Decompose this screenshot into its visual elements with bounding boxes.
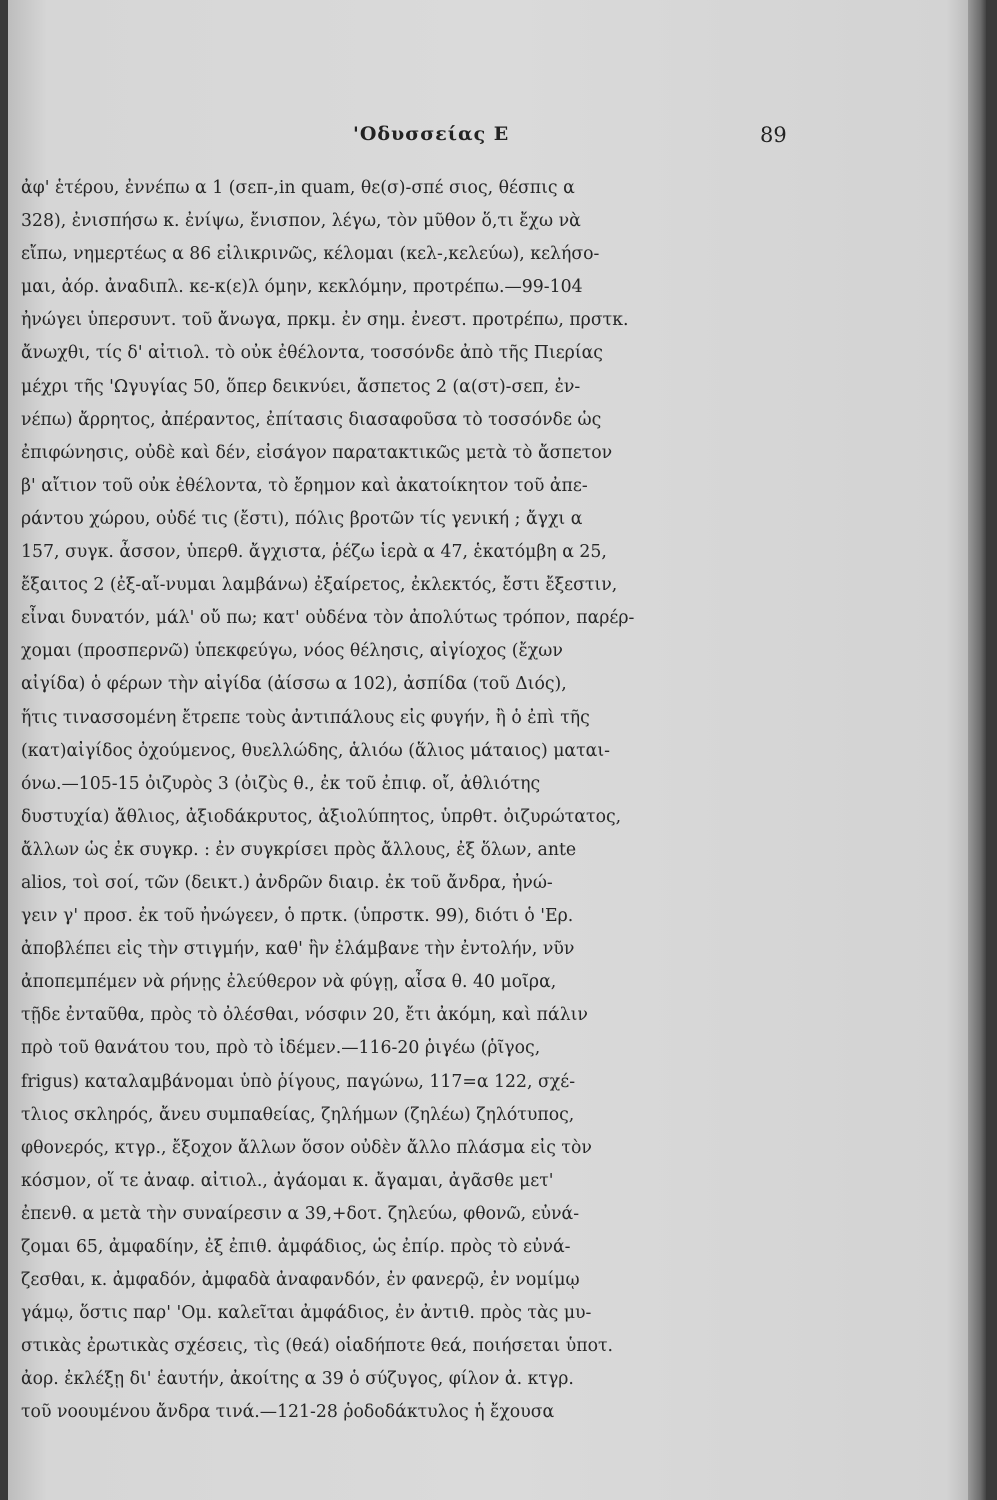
text-line: ἄλλων ὡς ἐκ συγκρ. : ἐν συγκρίσει πρὸς ἄλλους, ἐξ ὅλων, ante (21, 839, 577, 860)
text-line: όνω.—105-15 ὀιζυρὸς 3 (ὀιζὺς θ., ἐκ τοῦ ἐπιφ. οἴ, ἀθλιότης (21, 773, 541, 794)
text-line: 328), ἐνισπήσω κ. ἐνίψω, ἔνισπον, λέγω, τὸν μῦθον ὅ,τι ἔχω νὰ (21, 211, 581, 232)
commentary-text (21, 172, 811, 1430)
text-line: ἀποβλέπει εἰς τὴν στιγμήν, καθ' ἣν ἐλάμβανε τὴν ἐντολήν, νῦν (21, 939, 575, 960)
text-line: ἠνώγει ὑπερσυντ. τοῦ ἄνωγα, πρκμ. ἐν σημ. ἐνεστ. προτρέπω, πρστκ. (21, 310, 629, 331)
text-line: τλιος σκληρός, ἄνευ συμπαθείας, ζηλήμων (ζηλέω) ζηλότυπος, (21, 1104, 575, 1125)
page-number: 89 (760, 123, 787, 147)
text-line: β' αἴτιον τοῦ οὐκ ἐθέλοντα, τὸ ἔρημον καὶ ἀκατοίκητον τοῦ ἀπε- (21, 475, 588, 496)
text-line: ράντου χώρου, οὐδέ τις (ἔστι), πόλις βροτῶν τίς γενική ; ἄγχι α (21, 508, 583, 529)
text-line: τῇδε ἐνταῦθα, πρὸς τὸ ὀλέσθαι, νόσφιν 20, ἔτι ἀκόμη, καὶ πάλιν (21, 1005, 588, 1026)
text-line: ζεσθαι, κ. ἀμφαδόν, ἀμφαδὰ ἀναφανδόν, ἐν φανερῷ, ἐν νομίμῳ (21, 1270, 580, 1291)
text-line: frigus) καταλαμβάνομαι ὑπὸ ῥίγους, παγώνω, 117=α 122, σχέ- (21, 1071, 576, 1092)
text-line: αἰγίδα) ὁ φέρων τὴν αἰγίδα (ἀίσσω α 102), ἀσπίδα (τοῦ Διός), (21, 674, 567, 695)
text-line: πρὸ τοῦ θανάτου του, πρὸ τὸ ἰδέμεν.—116-20 ῥιγέω (ῥῖγος, (21, 1038, 541, 1059)
text-line: ζομαι 65, ἀμφαδίην, ἐξ ἐπιθ. ἀμφάδιος, ὡς ἐπίρ. πρὸς τὸ εὐνά- (21, 1237, 571, 1257)
text-line: γάμῳ, ὅστις παρ' 'Ομ. καλεῖται ἀμφάδιος, ἐν ἀντιθ. πρὸς τὰς μυ- (21, 1303, 592, 1324)
text-line: δυστυχία) ἄθλιος, ἀξιοδάκρυτος, ἀξιολύπητος, ὑπρθτ. ὀιζυρώτατος, (21, 806, 622, 827)
text-line: γειν γ' προσ. ἐκ τοῦ ἠνώγεεν, ὁ πρτκ. (ὑπρστκ. 99), διότι ὁ 'Ερ. (21, 906, 574, 927)
text-line: ἐπενθ. α μετὰ τὴν συναίρεσιν α 39,+δοτ. ζηλεύω, φθονῶ, εὐνά- (21, 1203, 580, 1224)
text-line: κόσμον, οἵ τε ἀναφ. αἰτιολ., ἀγάομαι κ. ἄγαμαι, ἀγᾶσθε μετ' (21, 1170, 554, 1191)
book-page (8, 0, 986, 1500)
text-line: ἀορ. ἐκλέξῃ δι' ἑαυτήν, ἀκοίτης α 39 ὁ σύζυγος, φίλον ἀ. κτγρ. (21, 1369, 574, 1390)
text-line: μαι, ἀόρ. ἀναδιπλ. κε-κ(ε)λ όμην, κεκλόμην, προτρέπω.—99-104 (21, 277, 583, 298)
text-line: εἶναι δυνατόν, μάλ' οὔ πω; κατ' οὐδένα τὸν ἀπολύτως τρόπον, παρέρ- (21, 608, 635, 629)
text-line: 157, συγκ. ἆσσον, ὑπερθ. ἄγχιστα, ῥέζω ἱερὰ α 47, ἑκατόμβη α 25, (21, 542, 607, 563)
text-line: τοῦ νοουμένου ἄνδρα τινά.—121-28 ῥοδοδάκτυλος ἡ ἔχουσα (21, 1402, 555, 1423)
text-line: ἔξαιτος 2 (ἐξ-αἴ-νυμαι λαμβάνω) ἐξαίρετος, ἐκλεκτός, ἔστι ἔξεστιν, (21, 575, 618, 596)
running-title: 'Οδυσσείας Ε (353, 123, 510, 145)
text-line: χομαι (προσπερνῶ) ὑπεκφεύγω, νόος θέλησις, αἰγίοχος (ἔχων (21, 641, 563, 662)
text-line: ἀφ' ἑτέρου, ἐννέπω α 1 (σεπ-,in quam, θε(σ)-σπέ σιος, θέσπις α (21, 178, 575, 198)
text-line: ἐπιφώνησις, οὐδὲ καὶ δέν, εἰσάγον παρατακτικῶς μετὰ τὸ ἄσπετον (21, 442, 613, 463)
text-line: μέχρι τῆς 'Ωγυγίας 50, ὅπερ δεικνύει, ἄσπετος 2 (α(στ)-σεπ, ἐν- (21, 376, 581, 397)
text-line: στικὰς ἐρωτικὰς σχέσεις, τὶς (θεά) οἱαδήποτε θεά, ποιήσεται ὑποτ. (21, 1336, 614, 1357)
page-header (8, 123, 986, 153)
text-line: νέπω) ἄρρητος, ἀπέραντος, ἐπίτασις διασαφοῦσα τὸ τοσσόνδε ὡς (21, 409, 602, 430)
text-line: alios, τοὶ σοί, τῶν (δεικτ.) ἀνδρῶν διαιρ. ἐκ τοῦ ἄνδρα, ἠνώ- (21, 872, 553, 893)
text-line: φθονερός, κτγρ., ἔξοχον ἄλλων ὅσον οὐδὲν ἄλλο πλάσμα εἰς τὸν (21, 1137, 592, 1158)
text-line: ἄνωχθι, τίς δ' αἰτιολ. τὸ οὐκ ἐθέλοντα, τοσσόνδε ἀπὸ τῆς Πιερίας (21, 343, 603, 364)
page-edge (968, 0, 986, 1500)
text-line: (κατ)αἰγίδος ὀχούμενος, θυελλώδης, ἁλιόω (ἅλιος μάταιος) μαται- (21, 740, 610, 761)
text-line: εἴπω, νημερτέως α 86 εἰλικρινῶς, κέλομαι (κελ-,κελεύω), κελήσο- (21, 244, 600, 265)
text-line: ἀποπεμπέμεν νὰ ρήνῃς ἐλεύθερον νὰ φύγῃ, αἶσα θ. 40 μοῖρα, (21, 972, 557, 993)
text-line: ἥτις τινασσομένη ἔτρεπε τοὺς ἀντιπάλους εἰς φυγήν, ἢ ὁ ἐπὶ τῆς (21, 707, 590, 728)
